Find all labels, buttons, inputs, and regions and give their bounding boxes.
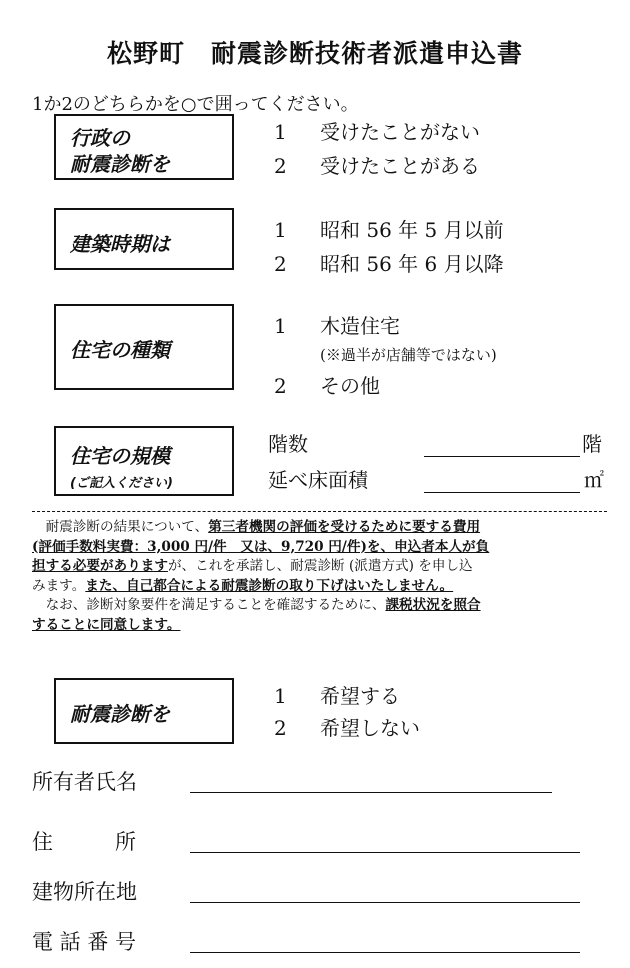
instruction-text: 1か2のどちらかを○で囲ってください。 bbox=[32, 94, 359, 115]
section-sublabel: (ご記入ください) bbox=[70, 476, 173, 491]
option-2[interactable]: 2 希望しない bbox=[274, 716, 420, 740]
building-location-label: 建物所在地 bbox=[32, 880, 137, 904]
option-1[interactable]: 1 昭和 56 年 5 月以前 bbox=[274, 218, 504, 242]
phone-number-input-line[interactable] bbox=[190, 952, 580, 953]
floors-input-line[interactable] bbox=[424, 456, 580, 457]
divider bbox=[32, 511, 607, 512]
unit-floor-area: ㎡ bbox=[584, 468, 604, 492]
field-label-floors: 階数 bbox=[268, 432, 308, 456]
section-label: 耐震診断を bbox=[70, 702, 170, 726]
option-1[interactable]: 1 希望する bbox=[274, 684, 400, 708]
address-label: 住 所 bbox=[32, 830, 136, 854]
section-label-box-diagnosis-wish bbox=[54, 678, 234, 744]
owner-name-input-line[interactable] bbox=[190, 792, 552, 793]
section-label: 建築時期は bbox=[70, 232, 170, 256]
section-label: 住宅の規模 bbox=[70, 444, 170, 468]
section-label: 住宅の種類 bbox=[70, 338, 170, 362]
option-2[interactable]: 2 その他 bbox=[274, 374, 380, 398]
section-label-box-house-size bbox=[54, 426, 234, 496]
section-label: 耐震診断を bbox=[70, 152, 170, 176]
address-input-line[interactable] bbox=[190, 852, 580, 853]
section-label-box-admin-diagnosis bbox=[54, 114, 234, 180]
page-title: 松野町 耐震診断技術者派遣申込書 bbox=[106, 39, 523, 68]
floor-area-input-line[interactable] bbox=[424, 492, 580, 493]
option-2[interactable]: 2 昭和 56 年 6 月以降 bbox=[274, 252, 504, 276]
option-1[interactable]: 1 木造住宅 bbox=[274, 314, 400, 338]
phone-number-label: 電 話 番 号 bbox=[32, 930, 137, 954]
agreement-text: 耐震診断の結果について、第三者機関の評価を受けるために要する費用 (評価手数料実費：3,000 円/件 又は、9,720 円/件)を、申込者本人が負 担する必要がありますが、これを承諾し、耐震診断 (派遣方式) を申し込 みます。また、自己都合による耐震診断の取り下げはいたしません。 なお、診断対象要件を満足することを確認するために、課税状況を照合 することに同意します。 bbox=[32, 519, 490, 633]
unit-floors: 階 bbox=[582, 432, 602, 456]
owner-name-label: 所有者氏名 bbox=[32, 770, 137, 794]
section-label-box-house-type bbox=[54, 304, 234, 390]
section-label-box-build-period bbox=[54, 208, 234, 270]
option-2[interactable]: 2 受けたことがある bbox=[274, 154, 480, 178]
building-location-input-line[interactable] bbox=[190, 902, 580, 903]
option-1[interactable]: 1 受けたことがない bbox=[274, 120, 480, 144]
option-note: (※過半が店舗等ではない) bbox=[320, 346, 497, 364]
field-label-floor-area: 延べ床面積 bbox=[268, 468, 368, 492]
section-label: 行政の bbox=[70, 126, 130, 150]
